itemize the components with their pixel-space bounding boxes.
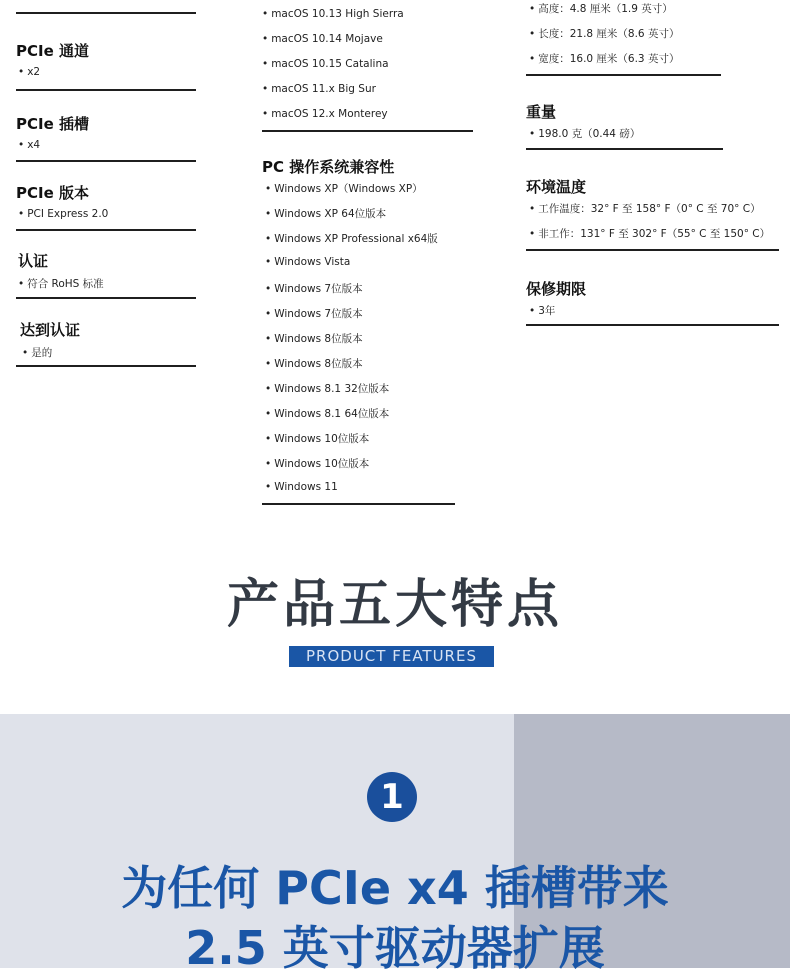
feature-number-badge: 1	[367, 772, 417, 822]
divider	[262, 503, 455, 505]
divider	[526, 324, 779, 326]
feature-title-line1: 为任何 PCIe x4 插槽带来	[121, 861, 669, 915]
features-subheading-bar	[289, 646, 494, 667]
pcie-lanes-title: PCIe 通道	[16, 42, 89, 60]
pcie-version-value: • PCI Express 2.0	[18, 208, 108, 220]
features-subheading: PRODUCT FEATURES	[306, 647, 477, 665]
pc-os-item: • Windows 11	[265, 481, 338, 493]
compliance-value: • 是的	[22, 345, 52, 360]
divider	[16, 89, 196, 91]
divider	[526, 148, 723, 150]
divider	[16, 365, 196, 367]
pc-os-item: • Windows 10位版本	[265, 456, 369, 471]
pc-os-item: • Windows 10位版本	[265, 431, 369, 446]
divider	[526, 74, 721, 76]
divider	[526, 249, 779, 251]
divider	[16, 229, 196, 231]
environment-item: • 工作温度：32° F 至 158° F（0° C 至 70° C）	[529, 201, 761, 216]
weight-value: • 198.0 克（0.44 磅）	[529, 126, 640, 141]
divider	[262, 130, 473, 132]
pcie-lanes-value: • x2	[18, 66, 40, 78]
divider	[16, 297, 196, 299]
mac-os-item: • macOS 10.13 High Sierra	[262, 8, 404, 20]
pcie-slot-value: • x4	[18, 139, 40, 151]
mac-os-item: • macOS 10.14 Mojave	[262, 33, 383, 45]
pc-os-item: • Windows XP Professional x64版	[265, 231, 438, 246]
pc-os-item: • Windows 7位版本	[265, 281, 363, 296]
pc-os-item: • Windows 8位版本	[265, 331, 363, 346]
pc-os-item: • Windows XP 64位版本	[265, 206, 386, 221]
divider	[16, 12, 196, 14]
pc-os-item: • Windows Vista	[265, 256, 350, 268]
features-heading: 产品五大特点	[226, 575, 563, 635]
mac-os-item: • macOS 10.15 Catalina	[262, 58, 389, 70]
divider	[16, 160, 196, 162]
weight-title: 重量	[526, 103, 557, 121]
warranty-title: 保修期限	[526, 280, 587, 298]
dimension-item: • 长度：21.8 厘米（8.6 英寸）	[529, 26, 679, 41]
certification-title: 认证	[18, 252, 49, 270]
pc-os-item: • Windows 7位版本	[265, 306, 363, 321]
mac-os-item: • macOS 11.x Big Sur	[262, 83, 376, 95]
pc-os-item: • Windows 8.1 64位版本	[265, 406, 389, 421]
pc-os-item: • Windows 8位版本	[265, 356, 363, 371]
pcie-slot-title: PCIe 插槽	[16, 115, 89, 133]
dimension-item: • 宽度：16.0 厘米（6.3 英寸）	[529, 51, 679, 66]
pc-os-item: • Windows 8.1 32位版本	[265, 381, 389, 396]
dimension-item: • 高度：4.8 厘米（1.9 英寸）	[529, 1, 673, 16]
certification-value: • 符合 RoHS 标准	[18, 276, 104, 291]
mac-os-item: • macOS 12.x Monterey	[262, 108, 388, 120]
pc-os-title: PC 操作系统兼容性	[262, 158, 395, 176]
compliance-title: 达到认证	[20, 321, 81, 339]
pc-os-item: • Windows XP（Windows XP）	[265, 181, 423, 196]
warranty-value: • 3年	[529, 303, 555, 318]
feature-title-line2: 2.5 英寸驱动器扩展	[185, 921, 605, 975]
pcie-version-title: PCIe 版本	[16, 184, 89, 202]
environment-title: 环境温度	[526, 178, 587, 196]
environment-item: • 非工作：131° F 至 302° F（55° C 至 150° C）	[529, 226, 770, 241]
